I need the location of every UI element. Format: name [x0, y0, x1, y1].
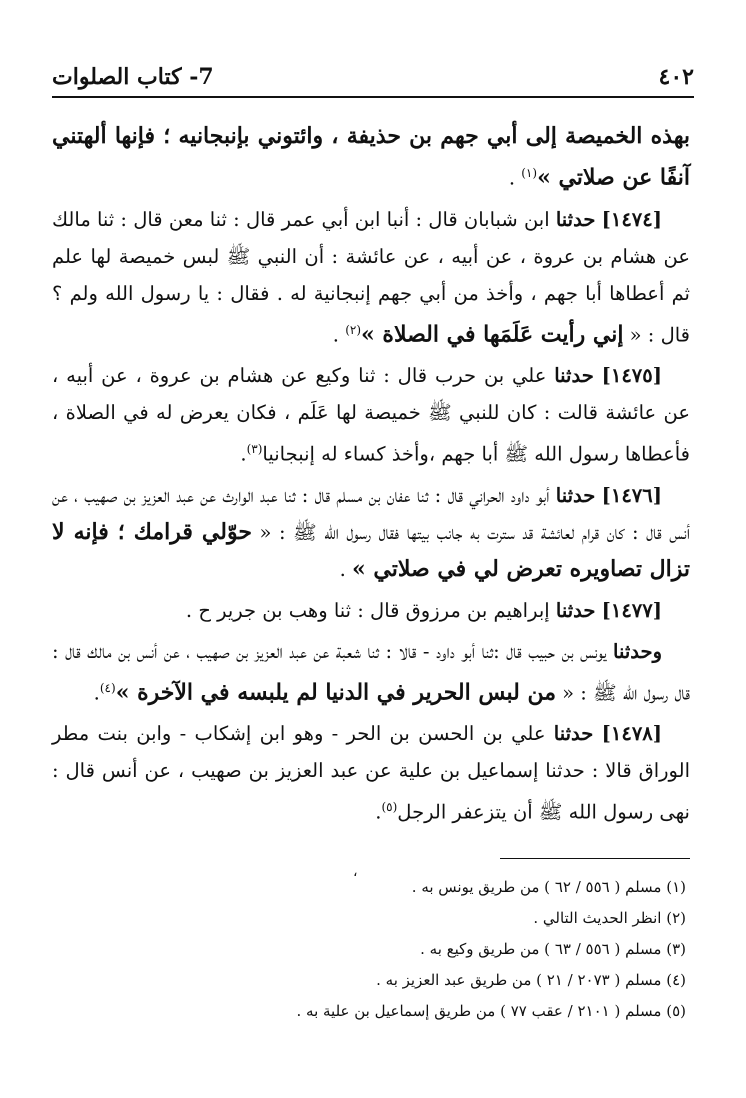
footnote-ref-4: (٤): [99, 680, 116, 695]
hadith-1474: [52, 201, 690, 354]
stray-mark: ،: [353, 864, 358, 880]
hadith-text: ابن شبابان قال : أنبا ابن أبي عمر قال : ثنا معن قال : ثنا مالك عن هشام بن عروة ، عن أبيه ، عن عائشة : أن النبي ﷺ لبس خميصة لها علم ثم أعطاها أبا جهم ، وأخذ من أبي جهم إنبجانية له . فقال : يا رسول الله ولم ؟ قال : «: [52, 207, 690, 346]
hadith-number: [١٤٧٦]: [601, 483, 662, 507]
footnote-2: (٢) انظر الحديث التالي .: [533, 909, 686, 927]
hadith-label: وحدثنا: [613, 639, 662, 663]
hadith-label: حدثنا: [555, 207, 596, 231]
hadith-quote: حوّلي قرامك ؛ فإنه لا تزال تصاويره تعرض لي في صلاتي »: [52, 518, 690, 582]
main-text: [52, 118, 690, 831]
hadith-quote: إني رأيت عَلَمَها في الصلاة »: [361, 321, 624, 347]
hadith-text: علي بن حرب قال : ثنا وكيع عن هشام بن عروة ، عن أبيه ، عن عائشة قالت : كان للنبي ﷺ خميصة لها عَلَم ، فكان يعرض له في الصلاة ، فأعطاها رسول الله ﷺ أبا جهم ،وأخذ كساء له إنبجانيا: [52, 364, 690, 466]
hadith-label: حدثنا: [555, 483, 596, 507]
hadith-label: حدثنا: [553, 722, 594, 745]
footnote-5: (٥) مسلم ( ٢١٠١ / عقب ٧٧ ) من طريق إسماعيل بن علية به .: [296, 1002, 686, 1020]
footnote-separator: [500, 858, 690, 859]
running-header: [52, 56, 694, 98]
footnote-3: (٣) مسلم ( ٥٥٦ / ٦٣ ) من طريق وكيع به .: [420, 940, 686, 958]
hadith-1475: [52, 357, 690, 473]
hadith-end: .: [375, 800, 382, 824]
hadith-end: .: [332, 323, 346, 346]
hadith-text: أبو داود الحراني قال : ثنا عفان بن مسلم قال : ثنا عبد الوارث عن عبد العزيز بن صهيب ، عن أنس قال : كان قرام لعائشة قد سترت به جانب بيتها فقال رسول الله ﷺ : «: [52, 483, 690, 544]
hadith-1477: [52, 592, 690, 629]
hadith-1478: [52, 715, 690, 831]
hadith-end: .: [93, 681, 100, 704]
footnote-ref-1: (١): [521, 166, 538, 180]
continuation-quote: بهذه الخميصة إلى أبي جهم بن حذيفة ، وائتوني بإنبجانيه ؛ فإنها ألهتني آنفًا عن صلاتي »: [52, 123, 690, 191]
footnote-ref-3: (٣): [246, 442, 263, 456]
page-number: ٤٠٢: [658, 64, 694, 90]
hadith-text: علي بن الحسن بن الحر - وهو ابن إشكاب - وابن بنت مطر الوراق قالا : حدثنا إسماعيل بن علية عن عبد العزيز بن صهيب ، عن أنس قال : نهى رسول الله ﷺ أن يتزعفر الرجل: [52, 722, 690, 824]
chapter-title: 7- كتاب الصلوات: [52, 64, 214, 90]
footnote-1: (١) مسلم ( ٥٥٦ / ٦٢ ) من طريق يونس به .: [411, 878, 686, 896]
continuation-end: .: [508, 166, 522, 190]
hadith-text: يونس بن حبيب قال :ثنا أبو داود - قالا : ثنا شعبة عن عبد العزيز بن صهيب ، عن أنس بن مالك قال : قال رسول الله ﷺ : «: [52, 639, 690, 704]
hadith-label: حدثنا: [555, 598, 596, 622]
hadith-number: [١٤٧٧]: [601, 598, 662, 622]
footnote-4: (٤) مسلم ( ٢٠٧٣ / ٢١ ) من طريق عبد العزيز به .: [376, 971, 686, 989]
continuation-paragraph: [52, 118, 690, 197]
hadith-label: حدثنا: [554, 364, 594, 387]
hadith-1476: [52, 477, 690, 588]
hadith-number: [١٤٧٨]: [601, 722, 663, 745]
hadith-quote: من لبس الحرير في الدنيا لم يلبسه في الآخرة »: [115, 679, 556, 705]
hadith-end: .: [339, 557, 352, 581]
footnotes: [296, 872, 686, 1027]
hadith-number: [١٤٧٤]: [601, 207, 662, 231]
footnote-ref-2: (٢): [345, 322, 362, 337]
hadith-end: .: [240, 442, 247, 466]
hadith-1477-second-chain: [52, 633, 690, 712]
footnote-ref-5: (٥): [381, 800, 398, 814]
hadith-number: [١٤٧٥]: [601, 364, 662, 387]
hadith-text: إبراهيم بن مرزوق قال : ثنا وهب بن جرير ح .: [185, 598, 550, 622]
